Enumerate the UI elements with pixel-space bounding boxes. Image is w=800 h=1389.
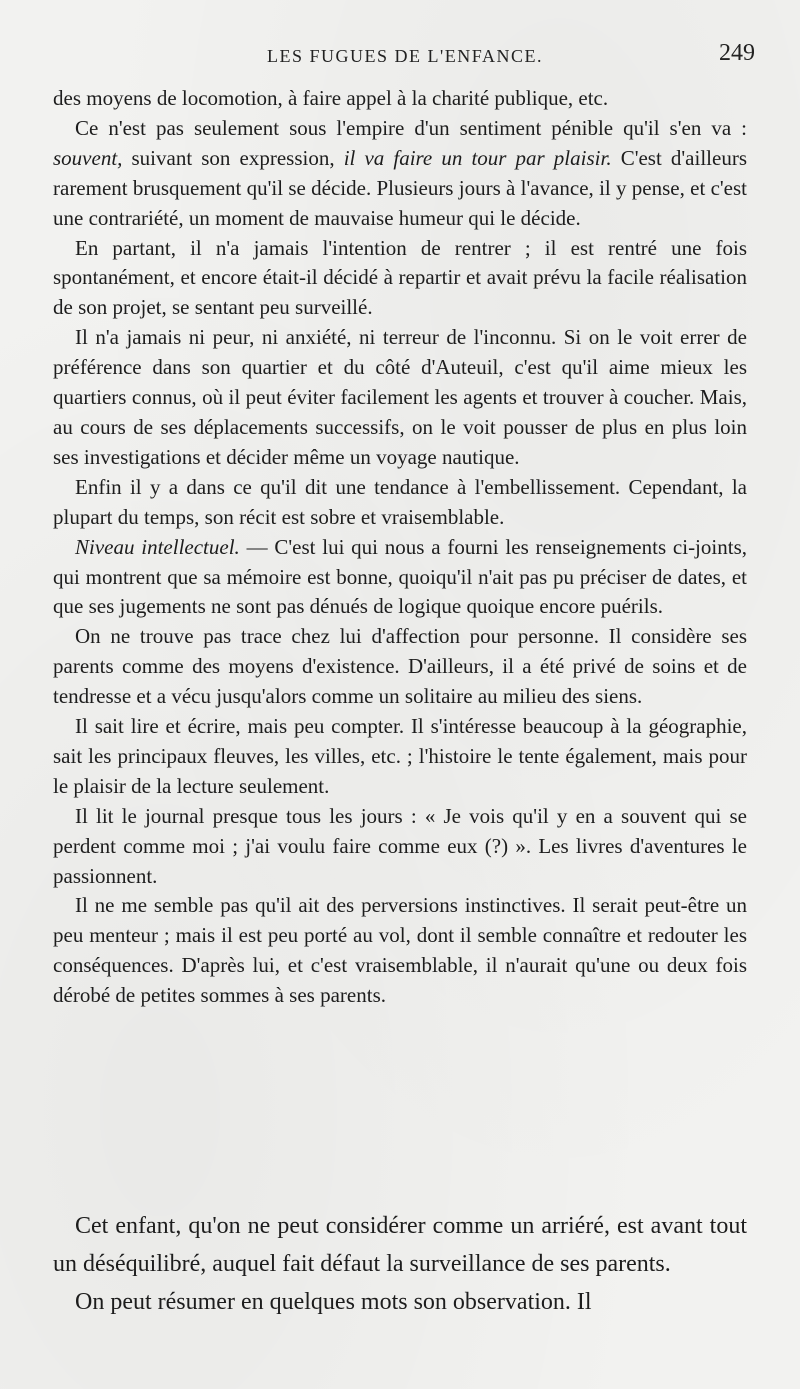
- paragraph-fear: Il n'a jamais ni peur, ni anxiété, ni terreur de l'inconnu. Si on le voit errer de préférence dans son quartier et du côté d'Auteuil, c'est qu'il aime mieux les quartiers connus, où il peut éviter facilement les agents et trouver à coucher. Mais, au cours de ses déplacements successifs, on le voit pousser de plus en plus loin ses investigations et décider même un voyage nautique.: [53, 325, 747, 469]
- paragraph-text: — C'est lui qui nous a fourni les renseignements ci-joints, qui montrent que sa mémoire est bonne, quoiqu'il n'ait pas pu préciser de dates, et que ses jugements ne sont pas dénués de logique quoique encore puérils.: [53, 534, 747, 619]
- paragraph-affection: On ne trouve pas trace chez lui d'affection pour personne. Il considère ses parents comme des moyens d'existence. D'ailleurs, il a été privé de soins et de tendresse et a vécu jusqu'alors comme un solitaire au milieu des siens.: [53, 624, 747, 709]
- emphasis-text: souvent,: [53, 145, 123, 170]
- section-heading: Niveau intellectuel.: [75, 534, 240, 559]
- paragraph-conclusion: Cet enfant, qu'on ne peut considérer comme un arriéré, est avant tout un déséquilibré, auquel fait défaut la surveillance de ses parents.: [53, 1213, 747, 1277]
- paragraph-journal: Il lit le journal presque tous les jours : « Je vois qu'il y en a souvent qui se perdent comme moi ; j'ai voulu faire comme eux (?) ». Les livres d'aventures le passionnent.: [53, 803, 747, 888]
- running-head: LES FUGUES DE L'ENFANCE.: [267, 46, 543, 66]
- emphasis-text: il va faire un tour par plaisir.: [343, 145, 612, 170]
- paragraph-departure: En partant, il n'a jamais l'intention de rentrer ; il est rentré une fois spontanément, et encore était-il décidé à repartir et avait prévu la facile réalisation de son projet, se sentant peu surveillé.: [53, 235, 747, 320]
- paragraph-embellishment: Enfin il y a dans ce qu'il dit une tendance à l'embellissement. Cependant, la plupart du temps, son récit est sobre et vraisemblable.: [53, 474, 747, 529]
- paragraph-continuation: des moyens de locomotion, à faire appel à la charité publique, etc.: [53, 86, 609, 110]
- paragraph-motives: [53, 114, 747, 234]
- paragraph-intellectual-level: [53, 533, 747, 623]
- paragraph-text: Ce n'est pas seulement sous l'empire d'un sentiment pénible qu'il s'en va :: [75, 115, 747, 140]
- summary-block: [53, 1207, 747, 1321]
- page-header: [55, 40, 755, 74]
- page-number: 249: [719, 40, 755, 66]
- body-text: [53, 84, 747, 1011]
- paragraph-text: C'est d'ailleurs rarement brusquement qu'il se décide. Plusieurs jours à l'avance, il y pense, et c'est une contrariété, un moment de mauvaise humeur qui le décide.: [53, 145, 747, 230]
- paragraph-text: suivant son expression,: [122, 145, 344, 170]
- paragraph-summary-start: On peut résumer en quelques mots son observation. Il: [75, 1289, 592, 1315]
- paragraph-reading: Il sait lire et écrire, mais peu compter. Il s'intéresse beaucoup à la géographie, sait les principaux fleuves, les villes, etc. ; l'histoire le tente également, mais pour le plaisir de la lecture seulement.: [53, 714, 747, 798]
- paragraph-perversions: Il ne me semble pas qu'il ait des perversions instinctives. Il serait peut-être un peu menteur ; mais il est peu porté au vol, dont il semble connaître et redouter les conséquences. D'après lui, et c'est vraisemblable, il n'aurait qu'une ou deux fois dérobé de petites sommes à ses parents.: [53, 893, 747, 1008]
